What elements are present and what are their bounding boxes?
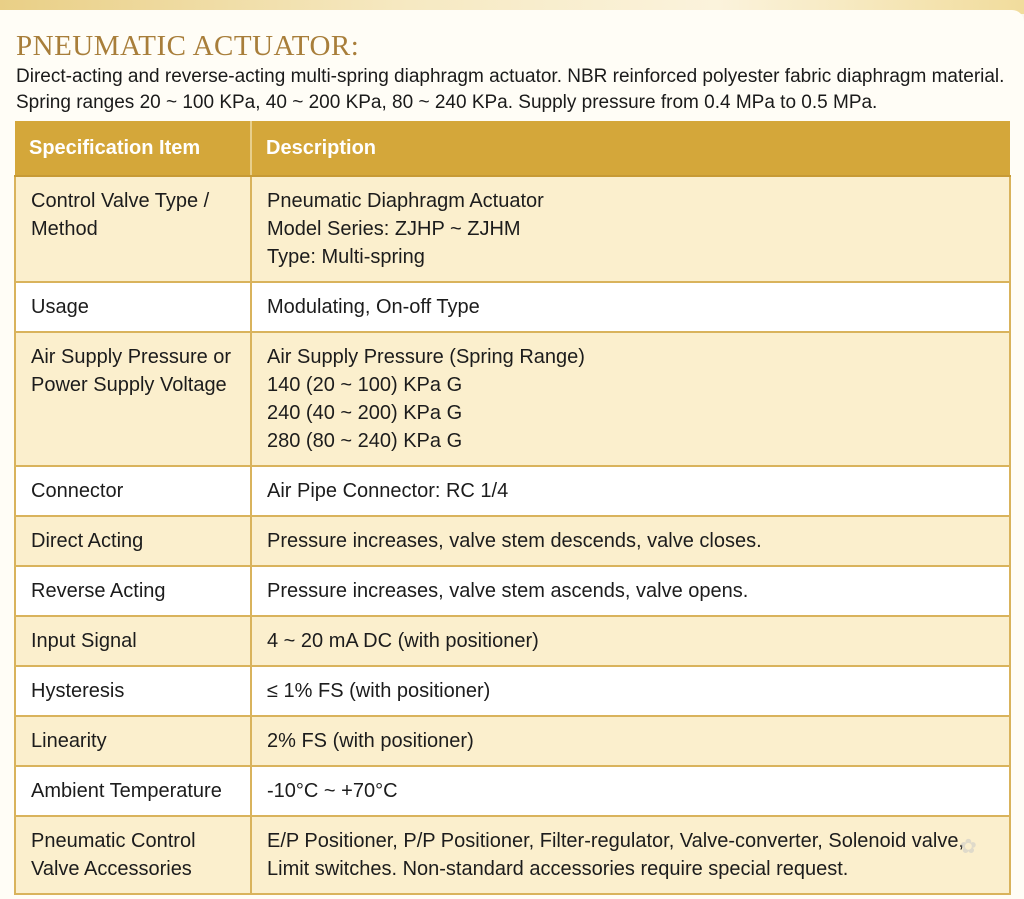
description-line: Modulating, On-off Type (267, 296, 480, 318)
specification-table (14, 121, 1011, 895)
spec-description-cell (251, 566, 1010, 616)
table-row (15, 566, 1010, 616)
spec-description-cell (251, 466, 1010, 516)
watermark-icon: ✿ (960, 836, 977, 858)
description-line: 2% FS (with positioner) (267, 730, 474, 752)
spec-description-cell (251, 616, 1010, 666)
table-row (15, 616, 1010, 666)
table-row (15, 176, 1010, 282)
table-row (15, 332, 1010, 466)
description-line: 4 ~ 20 mA DC (with positioner) (267, 630, 539, 652)
spec-item-cell: Reverse Acting (15, 566, 251, 616)
description-line: Air Supply Pressure (Spring Range) (267, 346, 585, 368)
table-row (15, 466, 1010, 516)
table-row (15, 282, 1010, 332)
table-body (15, 176, 1010, 894)
spec-item-cell: Air Supply Pressure or Power Supply Voltage (15, 332, 251, 466)
header-specification-item: Specification Item (15, 121, 251, 176)
spec-description-cell (251, 332, 1010, 466)
spec-item-cell: Linearity (15, 716, 251, 766)
table-row (15, 716, 1010, 766)
spec-item-cell: Usage (15, 282, 251, 332)
table-row (15, 816, 1010, 894)
spec-item-cell: Connector (15, 466, 251, 516)
description-line: -10°C ~ +70°C (267, 780, 398, 802)
table-header-row (15, 121, 1010, 176)
description-line: Type: Multi-spring (267, 246, 425, 268)
description-line: E/P Positioner, P/P Positioner, Filter-regulator, Valve-converter, Solenoid valve, Limit switches. Non-standard accessories require special request. (267, 830, 965, 880)
spec-description-cell (251, 176, 1010, 282)
spec-item-cell: Pneumatic Control Valve Accessories (15, 816, 251, 894)
description-line: Model Series: ZJHP ~ ZJHM (267, 218, 521, 240)
header-description: Description (251, 121, 1010, 176)
spec-description-cell (251, 766, 1010, 816)
spec-item-cell: Control Valve Type / Method (15, 176, 251, 282)
description-line: 240 (40 ~ 200) KPa G (267, 402, 463, 424)
description-line: Pressure increases, valve stem descends, valve closes. (267, 530, 762, 552)
description-line: Air Pipe Connector: RC 1/4 (267, 480, 509, 502)
spec-description-cell (251, 282, 1010, 332)
description-line: ≤ 1% FS (with positioner) (267, 680, 491, 702)
spec-item-cell: Input Signal (15, 616, 251, 666)
table-row (15, 516, 1010, 566)
description-line: 140 (20 ~ 100) KPa G (267, 374, 463, 396)
page-title: PNEUMATIC ACTUATOR: (16, 30, 360, 62)
spec-description-cell (251, 666, 1010, 716)
spec-item-cell: Ambient Temperature (15, 766, 251, 816)
spec-description-cell (251, 716, 1010, 766)
spec-description-cell (251, 816, 1010, 894)
description-line: Pneumatic Diaphragm Actuator (267, 190, 544, 212)
description-line: Pressure increases, valve stem ascends, valve opens. (267, 580, 749, 602)
spec-item-cell: Hysteresis (15, 666, 251, 716)
spec-item-cell: Direct Acting (15, 516, 251, 566)
table-row (15, 666, 1010, 716)
description-line: 280 (80 ~ 240) KPa G (267, 430, 463, 452)
spec-description-cell (251, 516, 1010, 566)
intro-paragraph: Direct-acting and reverse-acting multi-spring diaphragm actuator. NBR reinforced polyester fabric diaphragm material. Spring ranges 20 ~ 100 KPa, 40 ~ 200 KPa, 80 ~ 240 KPa. Supply pressure from 0.4 MPa to 0.5 MPa. (16, 66, 1005, 113)
table-row (15, 766, 1010, 816)
